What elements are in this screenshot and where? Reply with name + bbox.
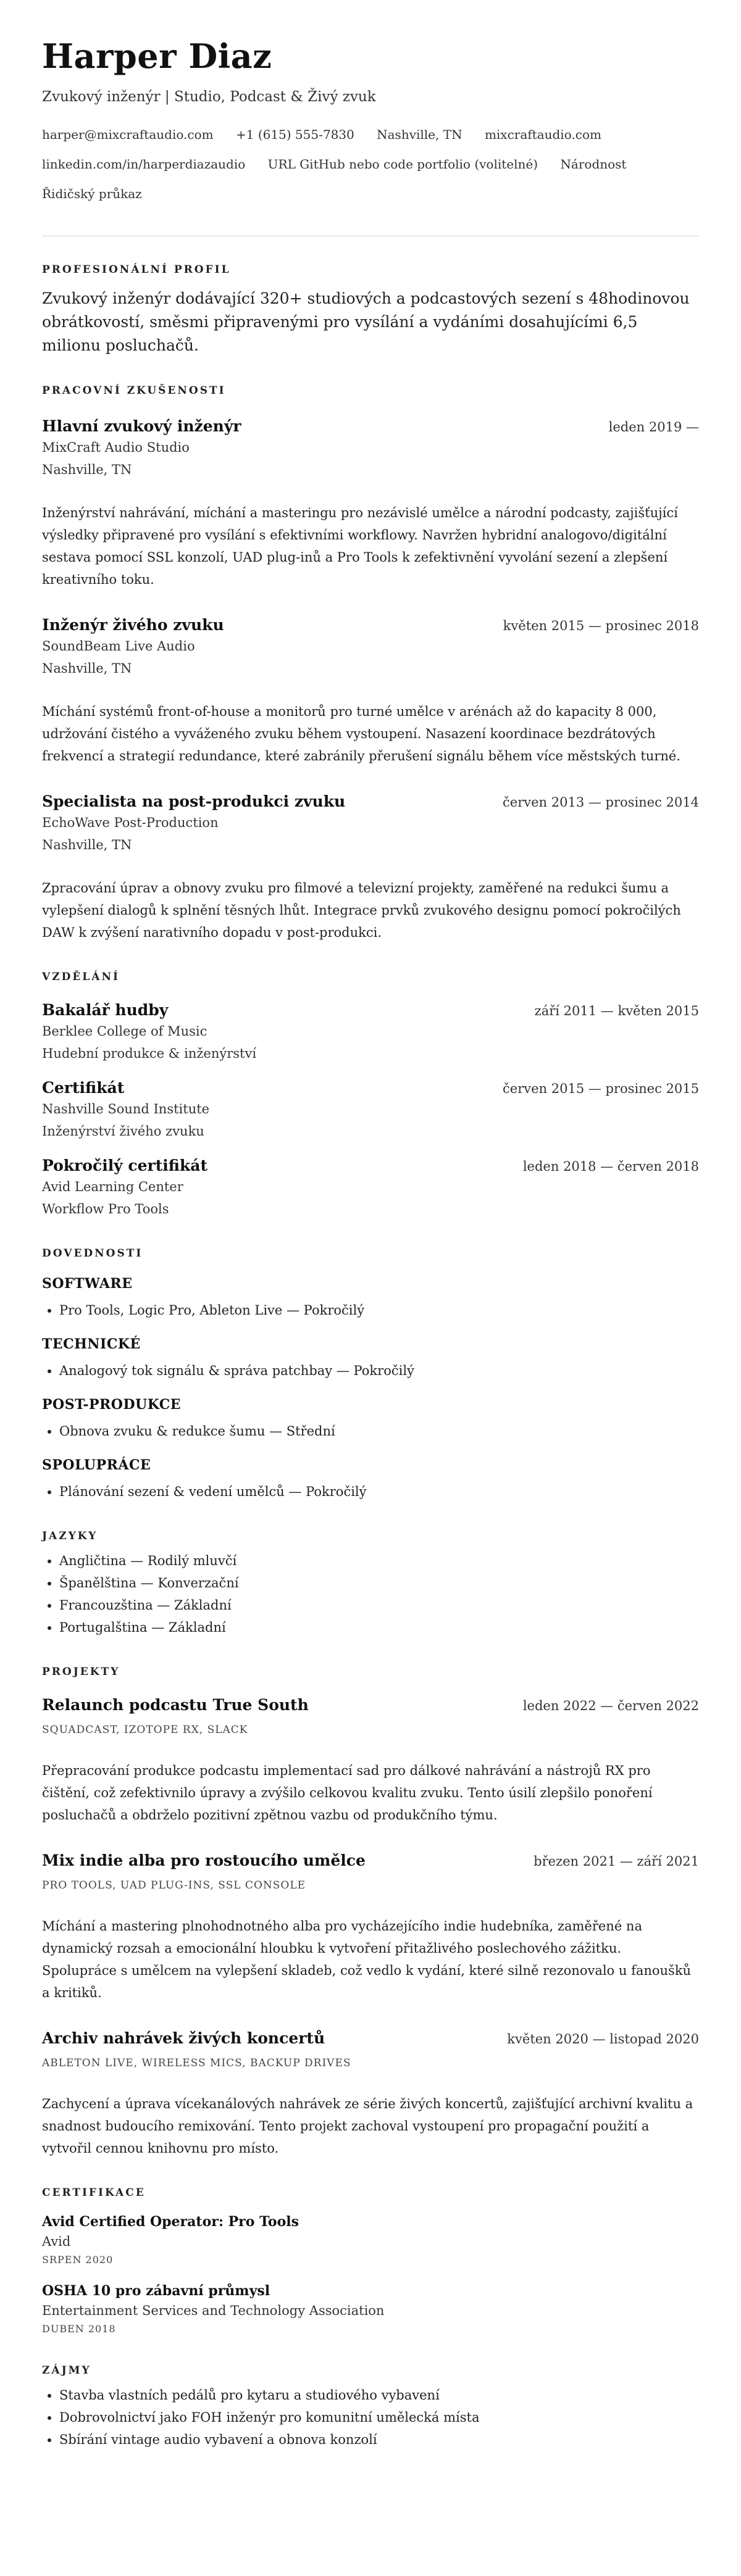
certification-issuer: Entertainment Services and Technology Association (42, 2303, 385, 2318)
job-description: Míchání systémů front-of-house a monitorů pro turné umělce v arénách až do kapacity 8 000, udržování čistého a vyváženého zvuku během vystoupení. Nasazení koordinace bezdrátových frekvencí a strategií redundance, které zabránily přerušení signálu během více městských turné. (42, 704, 680, 763)
profile-section (42, 262, 699, 357)
candidate-name: Harper Diaz (42, 36, 272, 76)
interest-item: • Stavba vlastních pedálů pro kytaru a studiového vybavení (59, 2384, 699, 2406)
section-title: PROFESIONÁLNÍ PROFIL (42, 264, 231, 276)
section-title: CERTIFIKACE (42, 2187, 146, 2199)
skill-category: SOFTWARE (42, 1276, 133, 1292)
job-dates: leden 2019 — (608, 420, 699, 434)
degree: Pokročilý certifikát (42, 1157, 208, 1174)
field-of-study: Workflow Pro Tools (42, 1202, 169, 1216)
resume-header (42, 35, 699, 236)
skill-list (42, 1420, 699, 1442)
project-tech: PRO TOOLS, UAD PLUG-INS, SSL CONSOLE (42, 1879, 306, 1892)
skill-item: • Pro Tools, Logic Pro, Ableton Live — Pokročilý (59, 1299, 699, 1321)
languages-section (42, 1529, 699, 1639)
school: Nashville Sound Institute (42, 1102, 210, 1116)
profile-text: Zvukový inženýr dodávající 320+ studiových a podcastových sezení s 48hodinovou obrátkovostí, směsmi připravenými pro vysílání a vydáními dosahujícími 6,5 milionu posluchačů. (42, 289, 690, 354)
skill-list (42, 1481, 699, 1503)
certification-entry (42, 2282, 699, 2337)
school: Avid Learning Center (42, 1179, 183, 1194)
certification-name: OSHA 10 pro zábavní průmysl (42, 2283, 270, 2299)
experience-entry (42, 792, 699, 944)
company: MixCraft Audio Studio (42, 440, 190, 455)
skill-item: • Analogový tok signálu & správa patchbay — Pokročilý (59, 1360, 699, 1382)
section-title: DOVEDNOSTI (42, 1247, 143, 1260)
company: EchoWave Post-Production (42, 815, 219, 830)
contact-list (42, 120, 699, 209)
education-dates: červen 2015 — prosinec 2015 (503, 1081, 699, 1096)
project-description: Přepracování produkce podcastu implementací sad pro dálkové nahrávání a nástrojů RX pro čištění, což zefektivnilo úpravy a zvýšilo celkovou kvalitu zvuku. Tento úsilí zlepšilo ponoření posluchačů a obdrželo pozitivní zpětnou vazbu od produkčního týmu. (42, 1763, 653, 1822)
project-entry (42, 1851, 699, 2004)
skill-list (42, 1299, 699, 1321)
job-title: Specialista na post-produkci zvuku (42, 792, 346, 810)
project-tech: SQUADCAST, IZOTOPE RX, SLACK (42, 1724, 248, 1736)
language-list (42, 1550, 699, 1639)
certifications-section (42, 2185, 699, 2337)
language-item: • Angličtina — Rodilý mluvčí (59, 1550, 699, 1572)
contact-github[interactable]: URL GitHub nebo code portfolio (volitelné) (267, 157, 538, 172)
section-title: ZÁJMY (42, 2364, 91, 2377)
headline: Zvukový inženýr | Studio, Podcast & Živý zvuk (42, 89, 376, 105)
project-name: Mix indie alba pro rostoucího umělce (42, 1851, 366, 1869)
experience-entry (42, 417, 699, 591)
certification-date: DUBEN 2018 (42, 2323, 116, 2335)
contact-email[interactable]: harper@mixcraftaudio.com (42, 127, 214, 142)
experience-entry (42, 615, 699, 767)
job-dates: květen 2015 — prosinec 2018 (503, 618, 699, 633)
section-title: PRACOVNÍ ZKUŠENOSTI (42, 384, 226, 397)
interest-list (42, 2384, 699, 2451)
job-location: Nashville, TN (42, 837, 132, 852)
project-entry (42, 2029, 699, 2159)
certification-issuer: Avid (42, 2234, 71, 2249)
project-name: Relaunch podcastu True South (42, 1696, 309, 1714)
language-item: • Portugalština — Základní (59, 1616, 699, 1639)
degree: Bakalář hudby (42, 1001, 169, 1019)
certification-name: Avid Certified Operator: Pro Tools (42, 2214, 299, 2230)
skill-category: POST-PRODUKCE (42, 1397, 182, 1413)
skill-list (42, 1360, 699, 1382)
certification-entry (42, 2212, 699, 2268)
skill-item: • Obnova zvuku & redukce šumu — Střední (59, 1420, 699, 1442)
project-tech: ABLETON LIVE, WIRELESS MICS, BACKUP DRIVES (42, 2057, 351, 2069)
project-dates: březen 2021 — září 2021 (534, 1854, 699, 1869)
certification-date: SRPEN 2020 (42, 2254, 114, 2266)
contact-location: Nashville, TN (377, 127, 463, 142)
job-title: Hlavní zvukový inženýr (42, 417, 241, 435)
contact-phone[interactable]: +1 (615) 555-7830 (235, 127, 354, 142)
job-location: Nashville, TN (42, 661, 132, 676)
projects-section (42, 1664, 699, 2159)
contact-website[interactable]: mixcraftaudio.com (484, 127, 601, 142)
skills-section (42, 1246, 699, 1503)
experience-section (42, 383, 699, 944)
contact-driving-license: Řidičský průkaz (42, 186, 142, 201)
contact-nationality: Národnost (560, 157, 627, 172)
job-description: Inženýrství nahrávání, míchání a masteringu pro nezávislé umělce a národní podcasty, zajišťující výsledky připravené pro vysílání s efektivními workflowy. Navržen hybridní analogovo/digitální sestava pomocí SSL konzolí, UAD plug-inů a Pro Tools k zefektivnění vyvolání sezení a zlepšení kreativního toku. (42, 505, 678, 587)
job-location: Nashville, TN (42, 462, 132, 477)
section-title: VZDĚLÁNÍ (42, 971, 120, 983)
company: SoundBeam Live Audio (42, 639, 195, 654)
section-title: PROJEKTY (42, 1666, 120, 1678)
project-description: Míchání a mastering plnohodnotného alba pro vycházejícího indie hudebníka, zaměřené na dynamický rozsah a emocionální hloubku k vytvoření přitažlivého poslechového zážitku. Spolupráce s umělcem na vylepšení skladeb, což vedlo k vydání, které silně rezonovalo u fanoušků a kritiků. (42, 1919, 692, 2000)
education-dates: září 2011 — květen 2015 (534, 1003, 699, 1018)
education-section (42, 970, 699, 1220)
skill-item: • Plánování sezení & vedení umělců — Pokročilý (59, 1481, 699, 1503)
project-description: Zachycení a úprava vícekanálových nahrávek ze série živých koncertů, zajišťující archivní kvalitu a snadnost budoucího remixování. Tento projekt zachoval vystoupení pro propagační použití a vytvořil cennou knihovnu pro místo. (42, 2096, 693, 2156)
job-dates: červen 2013 — prosinec 2014 (503, 795, 699, 810)
section-title: JAZYKY (42, 1530, 98, 1542)
education-entry (42, 1156, 699, 1220)
project-name: Archiv nahrávek živých koncertů (42, 2029, 325, 2047)
contact-linkedin[interactable]: linkedin.com/in/harperdiazaudio (42, 157, 246, 172)
job-description: Zpracování úprav a obnovy zvuku pro filmové a televizní projekty, zaměřené na redukci šumu a vylepšení dialogů k splnění těsných lhůt. Integrace prvků zvukového designu pomocí pokročilých DAW k zvýšení narativního dopadu v post-produkci. (42, 881, 681, 940)
language-item: • Španělština — Konverzační (59, 1572, 699, 1594)
project-dates: květen 2020 — listopad 2020 (507, 2032, 699, 2046)
job-title: Inženýr živého zvuku (42, 616, 224, 634)
project-entry (42, 1695, 699, 1826)
skill-category: SPOLUPRÁCE (42, 1457, 151, 1473)
project-dates: leden 2022 — červen 2022 (522, 1698, 699, 1713)
field-of-study: Inženýrství živého zvuku (42, 1124, 204, 1139)
field-of-study: Hudební produkce & inženýrství (42, 1046, 257, 1061)
education-entry (42, 1000, 699, 1065)
interest-item: • Dobrovolnictví jako FOH inženýr pro komunitní umělecká místa (59, 2406, 699, 2429)
skill-category: TECHNICKÉ (42, 1336, 141, 1352)
interest-item: • Sbírání vintage audio vybavení a obnova konzolí (59, 2429, 699, 2451)
education-dates: leden 2018 — červen 2018 (522, 1159, 699, 1174)
interests-section (42, 2363, 699, 2451)
degree: Certifikát (42, 1079, 125, 1097)
language-item: • Francouzština — Základní (59, 1594, 699, 1616)
school: Berklee College of Music (42, 1024, 207, 1039)
education-entry (42, 1078, 699, 1142)
